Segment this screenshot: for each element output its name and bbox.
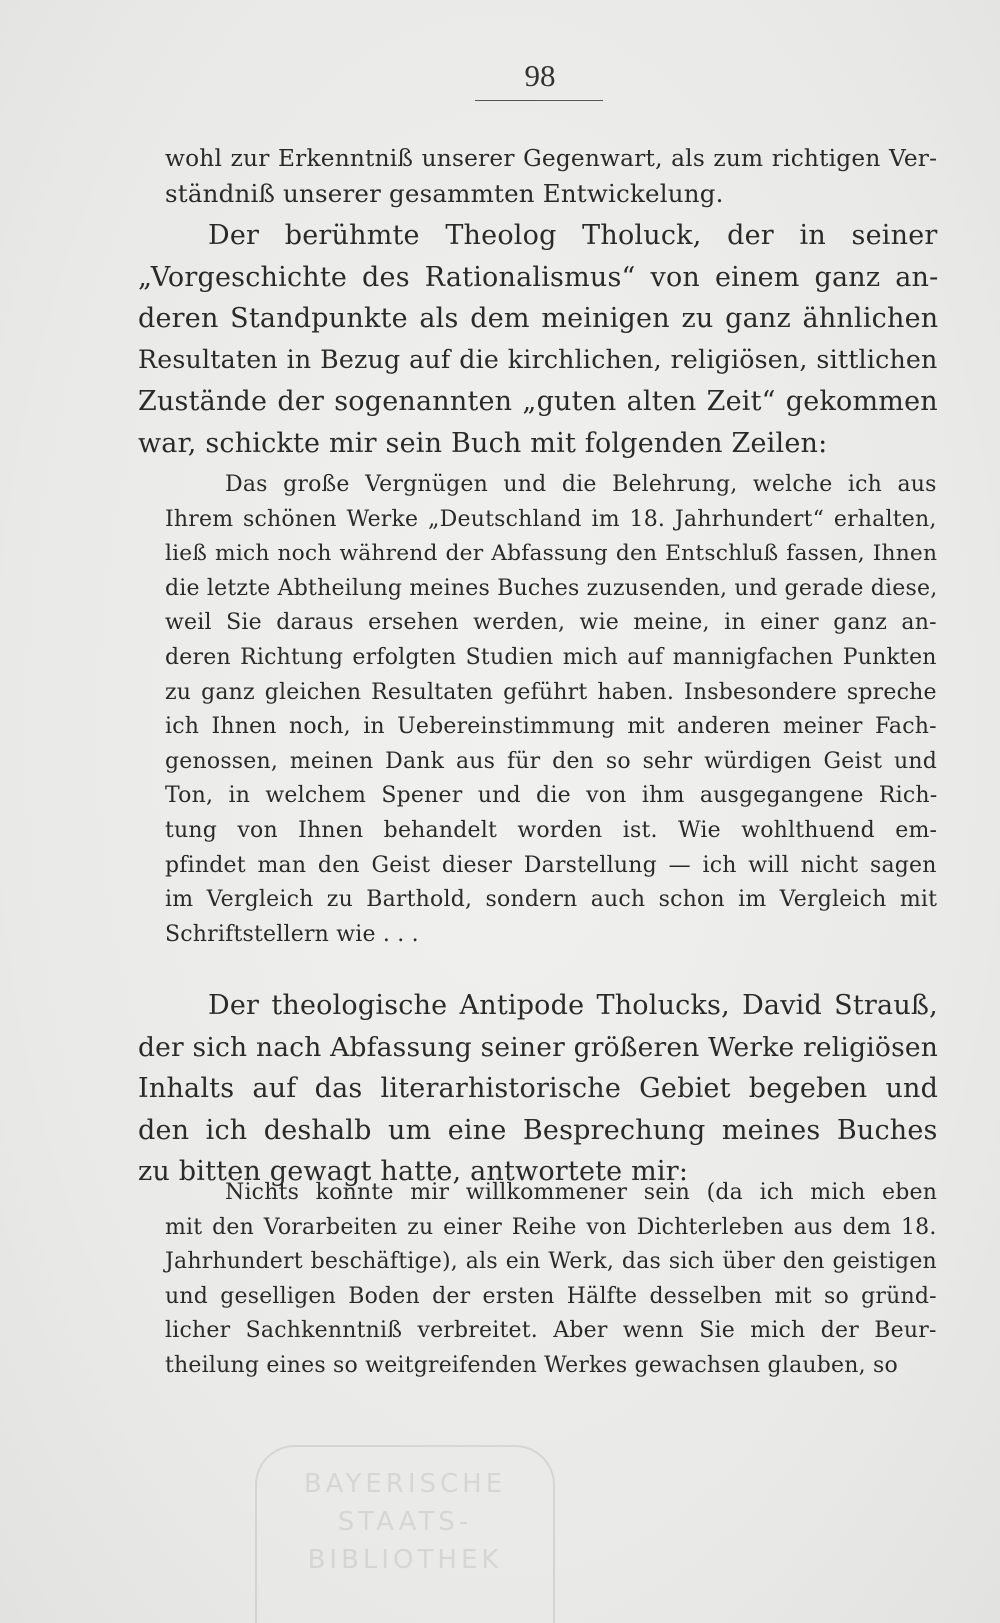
text-line: zu bitten gewagt hatte, antwortete mir: bbox=[138, 1156, 689, 1187]
page-number: 98 bbox=[524, 58, 556, 93]
text-line: deren Richtung erfolgten Studien mich auf mannigfachen Punkten bbox=[165, 645, 937, 670]
stamp-line: BIBLIOTHEK bbox=[307, 1545, 503, 1575]
text-line: Nichts konnte mir willkommener sein (da ich mich eben bbox=[225, 1180, 938, 1205]
text-line: Ihrem schönen Werke „Deutschland im 18. Jahrhundert“ erhalten, bbox=[165, 506, 937, 532]
text-line: pfindet man den Geist dieser Darstellung — ich will nicht sagen bbox=[165, 852, 937, 878]
text-line: weil Sie daraus ersehen werden, wie meine, in einer ganz an- bbox=[165, 610, 937, 636]
stamp-line: STAATS- bbox=[337, 1507, 473, 1537]
text-line: Der berühmte Theolog Tholuck, der in seiner bbox=[208, 220, 938, 251]
text-line: tung von Ihnen behandelt worden ist. Wie wohlthuend em- bbox=[165, 818, 938, 843]
text-line: der sich nach Abfassung seiner größeren Werke religiösen bbox=[138, 1031, 939, 1063]
text-line: Das große Vergnügen und die Belehrung, welche ich aus bbox=[225, 472, 937, 497]
text-line: Zustände der sogenannten „guten alten Zeit“ gekommen bbox=[138, 386, 938, 417]
text-line: Ton, in welchem Spener und die von ihm ausgegangene Rich- bbox=[165, 783, 938, 809]
text-line: ließ mich noch während der Abfassung den Entschluß fassen, Ihnen bbox=[165, 541, 938, 567]
text-line: und geselligen Boden der ersten Hälfte desselben mit so gründ- bbox=[165, 1283, 937, 1309]
text-line: war, schickte mir sein Buch mit folgenden Zeilen: bbox=[138, 427, 828, 459]
text-line: ständniß unserer gesammten Entwickelung. bbox=[165, 179, 724, 208]
text-line: wohl zur Erkenntniß unserer Gegenwart, als zum richtigen Ver- bbox=[165, 145, 938, 172]
text-line: Resultaten in Bezug auf die kirchlichen, religiösen, sittlichen bbox=[138, 344, 938, 374]
text-line: Inhalts auf das literarhistorische Gebiet begeben und bbox=[138, 1073, 939, 1104]
text-line: Schriftstellern wie . . . bbox=[165, 921, 419, 947]
text-line: licher Sachkenntniß verbreitet. Aber wenn Sie mich der Beur- bbox=[165, 1318, 937, 1344]
text-line: Der theologische Antipode Tholucks, David Strauß, bbox=[208, 990, 938, 1021]
text-line: mit den Vorarbeiten zu einer Reihe von Dichterleben aus dem 18. bbox=[165, 1214, 937, 1240]
text-line: im Vergleich zu Barthold, sondern auch schon im Vergleich mit bbox=[165, 887, 938, 913]
text-line: die letzte Abtheilung meines Buches zuzusenden, und gerade diese, bbox=[165, 575, 938, 601]
header-rule bbox=[475, 100, 603, 101]
text-line: Jahrhundert beschäftige), als ein Werk, das sich über den geistigen bbox=[165, 1249, 937, 1275]
text-line: „Vorgeschichte des Rationalismus“ von einem ganz an- bbox=[138, 261, 939, 293]
text-line: den ich deshalb um eine Besprechung meines Buches bbox=[138, 1114, 938, 1146]
text-line: ich Ihnen noch, in Uebereinstimmung mit anderen meiner Fach- bbox=[165, 714, 937, 740]
text-line: zu ganz gleichen Resultaten geführt haben. Insbesondere spreche bbox=[165, 679, 937, 705]
text-line: theilung eines so weitgreifenden Werkes gewachsen glauben, so bbox=[165, 1353, 898, 1378]
text-line: genossen, meinen Dank aus für den so sehr würdigen Geist und bbox=[165, 748, 938, 774]
library-stamp bbox=[255, 1445, 555, 1623]
stamp-line: BAYERISCHE bbox=[303, 1469, 507, 1499]
text-line: deren Standpunkte als dem meinigen zu ganz ähnlichen bbox=[138, 303, 939, 334]
